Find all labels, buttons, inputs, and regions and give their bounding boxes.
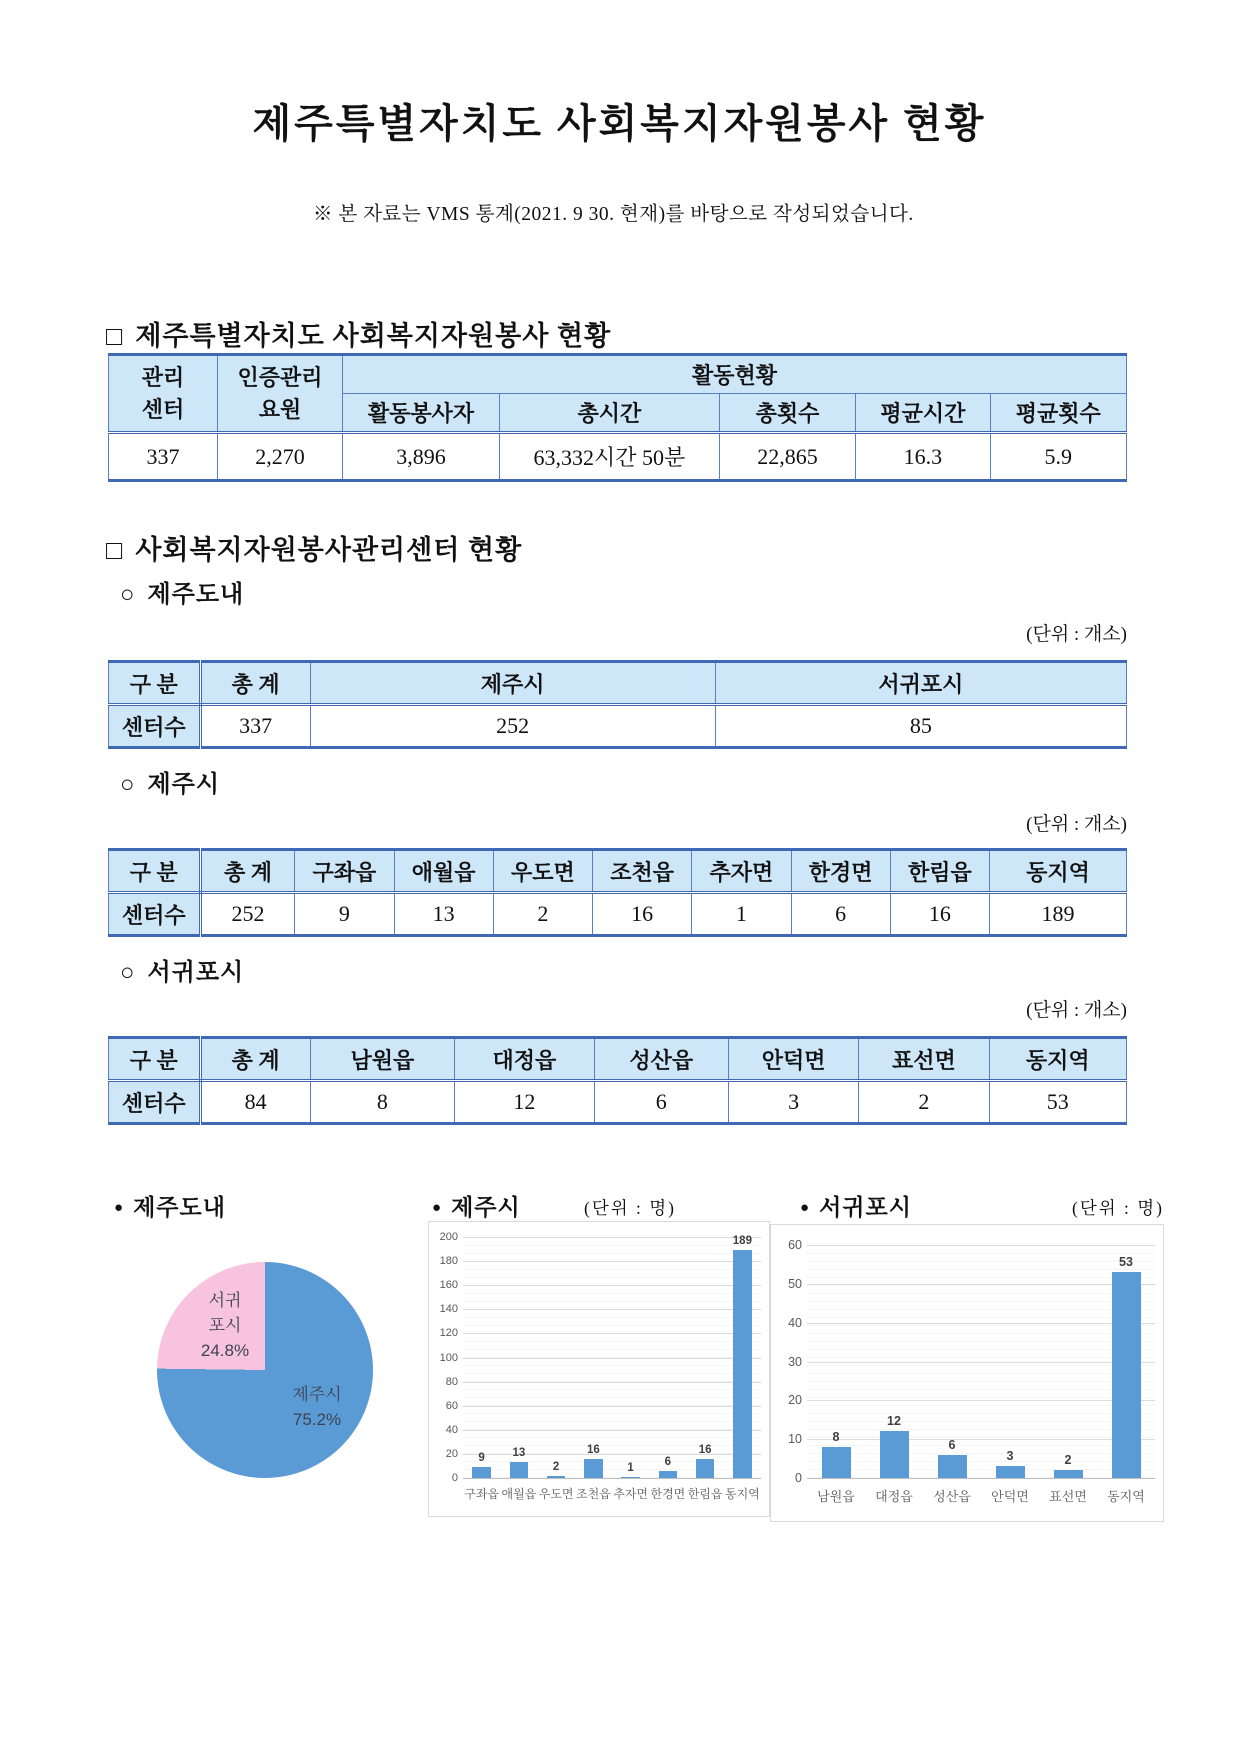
header-line: 센터 [141, 396, 185, 422]
pie-label-percent: 24.8% [200, 1341, 250, 1360]
chart-label-jeju-city [432, 1189, 521, 1222]
header-management-center [109, 355, 218, 433]
cell-total-count: 22,865 [719, 433, 855, 481]
unit-note-jeju-city: (단위 : 개소) [1026, 814, 1127, 835]
bar [880, 1431, 909, 1478]
gridline [807, 1284, 1155, 1285]
bar [510, 1462, 529, 1478]
x-category-label: 구좌읍 [464, 1487, 500, 1501]
header-active-volunteers: 활동봉사자 [343, 394, 500, 433]
gridline [463, 1382, 761, 1383]
bar [621, 1477, 640, 1478]
y-tick-label: 20 [445, 1447, 458, 1460]
y-tick-label: 60 [788, 1238, 802, 1252]
pie-label-line: 서귀 [208, 1291, 242, 1310]
gridline [463, 1430, 761, 1431]
bar [822, 1447, 851, 1478]
gridline [463, 1309, 761, 1310]
x-category-label: 동지역 [724, 1487, 760, 1501]
cell-namwon: 8 [310, 1081, 455, 1124]
header-dong-area: 동지역 [990, 850, 1127, 893]
header-avg-hours: 평균시간 [856, 394, 990, 433]
plot-area [807, 1245, 1155, 1478]
header-daejeong: 대정읍 [455, 1038, 594, 1081]
circle-bullet-icon: ○ [120, 772, 136, 798]
x-category-label: 우도면 [538, 1487, 574, 1501]
bar [696, 1459, 715, 1478]
plot-area [463, 1237, 761, 1478]
jeju-city-table [108, 848, 1127, 937]
sub-heading-seogwipo [120, 952, 244, 987]
chart-unit-jeju-city: (단위 : 명) [584, 1198, 676, 1218]
bar [996, 1466, 1025, 1478]
cell-jocheon: 16 [593, 893, 692, 936]
cell-certified-staff: 2,270 [217, 433, 342, 481]
sub-heading-seogwipo-text: 서귀포시 [147, 960, 245, 986]
header-jocheon: 조천읍 [593, 850, 692, 893]
bar [1112, 1272, 1141, 1478]
cell-total-hours: 63,332시간 50분 [499, 433, 719, 481]
cell-seogwipo-city: 85 [715, 705, 1126, 748]
chart-label-jeju-island-text: 제주도내 [133, 1195, 226, 1220]
circle-bullet-icon: ○ [120, 960, 136, 986]
cell-avg-count: 5.9 [990, 433, 1126, 481]
y-tick-label: 20 [788, 1393, 802, 1408]
x-category-label: 한경면 [650, 1487, 686, 1501]
cell-gujwa: 9 [295, 893, 394, 936]
header-gujwa: 구좌읍 [295, 850, 394, 893]
bar [938, 1455, 967, 1478]
jeju-island-table [108, 660, 1127, 749]
chart-unit-seogwipo: (단위 : 명) [1072, 1198, 1164, 1218]
header-line: 관리 [141, 364, 185, 390]
sub-heading-jeju-city [120, 764, 220, 799]
y-tick-label: 140 [439, 1303, 458, 1316]
y-tick-label: 180 [439, 1255, 458, 1268]
gridline [463, 1261, 761, 1262]
header-line: 인증관리 [237, 364, 323, 390]
cell-dong-area: 53 [989, 1081, 1126, 1124]
cell-dong-area: 189 [990, 893, 1127, 936]
cell-total: 252 [200, 893, 295, 936]
bar-value-label: 1 [627, 1461, 634, 1474]
x-category-label: 남원읍 [817, 1489, 855, 1504]
x-category-label: 대정읍 [875, 1489, 913, 1504]
cell-total: 84 [200, 1081, 310, 1124]
bar-value-label: 13 [512, 1447, 526, 1460]
row-label-center-count: 센터수 [109, 893, 201, 936]
header-dong-area: 동지역 [989, 1038, 1126, 1081]
row-label-center-count: 센터수 [109, 705, 201, 748]
y-tick-label: 160 [439, 1279, 458, 1292]
header-activity-group: 활동현황 [343, 355, 1127, 394]
bar-value-label: 16 [698, 1443, 712, 1456]
section-heading-centers-text: 사회복지자원봉사관리센터 현황 [135, 535, 523, 565]
cell-avg-hours: 16.3 [856, 433, 990, 481]
bar-value-label: 2 [1064, 1453, 1072, 1468]
cell-active-volunteers: 3,896 [343, 433, 500, 481]
x-category-label: 애월읍 [501, 1487, 537, 1501]
header-avg-count: 평균횟수 [990, 394, 1126, 433]
header-certified-staff [217, 355, 342, 433]
x-category-label: 안덕면 [991, 1489, 1029, 1504]
bar-value-label: 53 [1119, 1255, 1133, 1270]
cell-andeok: 3 [728, 1081, 858, 1124]
y-tick-label: 120 [439, 1327, 458, 1340]
header-category: 구 분 [109, 662, 201, 705]
header-hangyeong: 한경면 [791, 850, 890, 893]
gridline [807, 1323, 1155, 1324]
dot-bullet-icon: ● [800, 1200, 811, 1216]
unit-note-jeju-island: (단위 : 개소) [1026, 624, 1127, 645]
y-tick-label: 40 [445, 1423, 458, 1436]
bar [584, 1459, 603, 1478]
dot-bullet-icon: ● [114, 1200, 125, 1216]
header-chuja: 추자면 [692, 850, 791, 893]
header-andeok: 안덕면 [728, 1038, 858, 1081]
y-tick-label: 100 [439, 1351, 458, 1364]
y-tick-label: 10 [788, 1432, 802, 1447]
cell-total: 337 [200, 705, 310, 748]
chart-label-seogwipo [800, 1189, 912, 1222]
summary-table [108, 353, 1127, 482]
sub-heading-jeju-city-text: 제주시 [147, 772, 221, 798]
dot-bullet-icon: ● [432, 1200, 443, 1216]
cell-chuja: 1 [692, 893, 791, 936]
cell-pyoseon: 2 [859, 1081, 989, 1124]
cell-hangyeong: 6 [791, 893, 890, 936]
header-hallim: 한림읍 [890, 850, 989, 893]
gridline [463, 1358, 761, 1359]
gridline [463, 1285, 761, 1286]
cell-hallim: 16 [890, 893, 989, 936]
bar-value-label: 6 [664, 1455, 672, 1468]
y-tick-label: 30 [788, 1354, 802, 1369]
x-category-label: 표선면 [1049, 1489, 1087, 1504]
gridline [807, 1400, 1155, 1401]
y-tick-label: 200 [439, 1231, 458, 1243]
bar-value-label: 9 [478, 1452, 485, 1465]
y-tick-label: 50 [788, 1276, 802, 1291]
section-heading-summary-text: 제주특별자치도 사회복지자원봉사 현황 [135, 321, 612, 351]
header-total: 총 계 [200, 1038, 310, 1081]
x-category-label: 조천읍 [575, 1487, 611, 1501]
sub-heading-jeju-island [120, 574, 244, 609]
header-total: 총 계 [200, 662, 310, 705]
header-pyoseon: 표선면 [859, 1038, 989, 1081]
y-tick-label: 40 [788, 1315, 802, 1330]
cell-management-center: 337 [109, 433, 218, 481]
source-note: ※ 본 자료는 VMS 통계(2021. 9 30. 현재)를 바탕으로 작성되었습니다. [313, 204, 914, 225]
bar [472, 1467, 491, 1478]
header-category: 구 분 [109, 850, 201, 893]
cell-jeju-city: 252 [310, 705, 715, 748]
square-bullet-icon: □ [106, 535, 124, 565]
bar-value-label: 8 [832, 1429, 840, 1444]
header-line: 요원 [258, 396, 302, 422]
section-heading-centers [106, 528, 522, 567]
chart-label-jeju-island [114, 1189, 226, 1222]
jeju-island-pie-chart [157, 1262, 373, 1478]
cell-seongsan: 6 [594, 1081, 728, 1124]
header-udo: 우도면 [493, 850, 592, 893]
gridline [463, 1333, 761, 1334]
cell-aewol: 13 [394, 893, 493, 936]
bar-value-label: 6 [948, 1437, 956, 1452]
header-jeju-city: 제주시 [310, 662, 715, 705]
bar [733, 1250, 752, 1478]
seogwipo-table [108, 1036, 1127, 1125]
gridline [807, 1362, 1155, 1363]
bar [1054, 1470, 1083, 1478]
jeju-city-bar-chart [428, 1221, 770, 1517]
y-tick-label: 80 [445, 1375, 458, 1388]
header-aewol: 애월읍 [394, 850, 493, 893]
gridline [463, 1406, 761, 1407]
cell-daejeong: 12 [455, 1081, 594, 1124]
chart-label-seogwipo-text: 서귀포시 [819, 1195, 912, 1220]
y-axis-ticks [771, 1238, 802, 1485]
circle-bullet-icon: ○ [120, 582, 136, 608]
chart-label-jeju-city-text: 제주시 [451, 1195, 521, 1220]
gridline [463, 1478, 761, 1479]
page-title: 제주특별자치도 사회복지자원봉사 현황 [252, 101, 987, 146]
row-label-center-count: 센터수 [109, 1081, 201, 1124]
bar-value-label: 12 [887, 1414, 901, 1429]
y-axis-ticks [429, 1231, 458, 1484]
bar-value-label: 189 [732, 1235, 752, 1248]
header-total-hours: 총시간 [499, 394, 719, 433]
y-tick-label: 0 [795, 1471, 802, 1485]
y-tick-label: 60 [445, 1399, 458, 1412]
bar-value-label: 3 [1006, 1449, 1014, 1464]
sub-heading-jeju-island-text: 제주도내 [147, 582, 245, 608]
gridline [807, 1478, 1155, 1479]
x-category-label: 성산읍 [933, 1489, 971, 1504]
y-tick-label: 0 [451, 1472, 458, 1484]
header-namwon: 남원읍 [310, 1038, 455, 1081]
pie-slice-label-seogwipo [187, 1288, 263, 1363]
cell-udo: 2 [493, 893, 592, 936]
bar [659, 1471, 678, 1478]
bar-value-label: 2 [552, 1460, 560, 1473]
header-total-count: 총횟수 [719, 394, 855, 433]
unit-note-seogwipo: (단위 : 개소) [1026, 1000, 1127, 1021]
bar-value-label: 16 [586, 1443, 600, 1456]
header-category: 구 분 [109, 1038, 201, 1081]
pie-label-percent: 75.2% [292, 1410, 342, 1429]
square-bullet-icon: □ [106, 321, 124, 351]
x-category-label: 동지역 [1107, 1489, 1145, 1504]
header-seongsan: 성산읍 [594, 1038, 728, 1081]
pie-slice-label-jeju-city [273, 1382, 361, 1432]
header-total: 총 계 [200, 850, 295, 893]
x-category-label: 한림읍 [687, 1487, 723, 1501]
x-category-label: 추자면 [613, 1487, 649, 1501]
header-seogwipo-city: 서귀포시 [715, 662, 1126, 705]
pie-label-line: 제주시 [292, 1385, 342, 1404]
seogwipo-bar-chart [770, 1224, 1164, 1522]
section-heading-summary [106, 314, 611, 353]
gridline [807, 1245, 1155, 1246]
gridline [463, 1237, 761, 1238]
pie-label-line: 포시 [208, 1316, 242, 1335]
bar [547, 1476, 566, 1478]
